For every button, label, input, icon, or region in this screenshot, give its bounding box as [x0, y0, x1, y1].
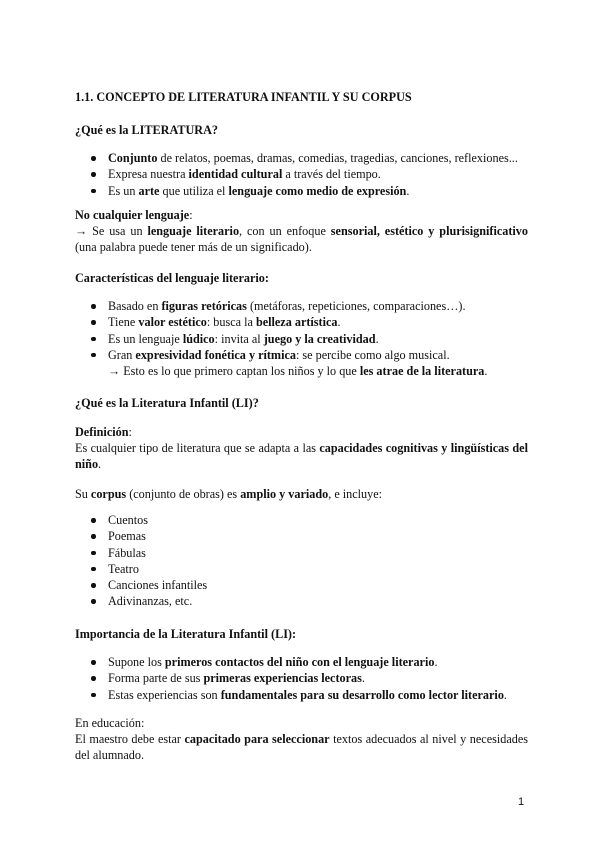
text-run: , con un enfoque [239, 224, 331, 238]
no-cualquier-text [75, 223, 528, 256]
no-cualquier-label [75, 207, 528, 223]
text-run: (una palabra puede tener más de un significado). [75, 240, 312, 255]
text-run: a través del tiempo. [282, 167, 381, 182]
text-run: Su [75, 487, 91, 501]
text-run: . [484, 364, 488, 379]
text-run: : [128, 425, 132, 439]
text-run: Tiene [108, 315, 139, 330]
heading-caracteristicas: Características del lenguaje literario: [75, 271, 269, 285]
list-item [75, 298, 528, 314]
text-run: Basado en [108, 299, 162, 313]
bold-text: sensorial, estético y plurisignificativo [330, 224, 528, 238]
heading-importancia: Importancia de la Literatura Infantil (LI): [75, 627, 297, 641]
list-item [75, 166, 528, 182]
text-run: . [434, 655, 438, 669]
bold-text: lúdico [182, 331, 215, 346]
list-item-continuation [75, 363, 528, 379]
bold-text: primeras experiencias lectoras [203, 671, 362, 686]
bold-text: Definición [75, 425, 129, 439]
list-item: Cuentos [75, 512, 528, 528]
text-run: que utiliza el [159, 183, 229, 198]
text-run: . [337, 315, 341, 330]
text-run: : invita al [214, 331, 264, 346]
bold-text: Conjunto [108, 151, 158, 165]
text-run: El maestro debe estar [75, 732, 185, 746]
bold-text: lenguaje como medio de expresión [228, 183, 407, 198]
importancia-list [75, 654, 528, 703]
list-item [75, 670, 528, 686]
text-run: de relatos, poemas, dramas, comedias, tragedias, canciones, reflexiones... [157, 151, 518, 165]
text-run: Es cualquier tipo de literatura que se adapta a las [75, 441, 320, 455]
text-run: textos adecuados al nivel y necesidades del alumnado. [75, 732, 528, 763]
list-item: Poemas [75, 528, 528, 544]
text-run: : busca la [206, 315, 256, 330]
text-run: , e incluye: [328, 487, 383, 501]
bold-text: primeros contactos del niño con el lenguaje literario [164, 655, 435, 669]
corpus-list [75, 512, 528, 610]
text-run: Expresa nuestra [108, 167, 189, 182]
list-item: Canciones infantiles [75, 577, 528, 593]
text-run: : se percibe como algo musical. [295, 347, 450, 362]
literatura-list [75, 150, 528, 199]
section-title: 1.1. CONCEPTO DE LITERATURA INFANTIL Y SU CORPUS [75, 90, 412, 104]
list-item [75, 331, 528, 347]
list-item: Teatro [75, 561, 528, 577]
list-item [75, 314, 528, 330]
educacion-text [75, 731, 528, 764]
bold-text: expresividad fonética y rítmica [135, 347, 296, 362]
text-run: . [361, 671, 365, 686]
bold-text: lenguaje literario [147, 224, 240, 238]
bold-text: juego y la creatividad [263, 331, 376, 346]
text-run: : [189, 208, 193, 222]
text-run: Gran [108, 347, 136, 362]
page-number: 1 [518, 796, 525, 808]
text-run: . [406, 183, 410, 198]
list-item [75, 687, 528, 703]
text-run: . [503, 687, 507, 702]
bold-text: figuras retóricas [161, 299, 247, 313]
definicion-text [75, 440, 528, 473]
definicion-label [75, 424, 528, 440]
caracteristicas-list [75, 298, 528, 379]
list-item: Fábulas [75, 545, 528, 561]
bold-text: fundamentales para su desarrollo como lector literario [220, 687, 504, 702]
heading-que-es-li: ¿Qué es la Literatura Infantil (LI)? [75, 396, 259, 410]
text-run: → Esto es lo que primero captan los niños y lo que [108, 364, 360, 379]
corpus-text [75, 486, 528, 502]
text-run: Supone los [108, 655, 165, 669]
list-item: Adivinanzas, etc. [75, 593, 528, 609]
text-run: → Se usa un [75, 224, 148, 238]
text-run: (conjunto de obras) es [126, 487, 241, 501]
text-run: Es un [108, 183, 139, 198]
bold-text: corpus [90, 487, 127, 501]
heading-que-es-literatura: ¿Qué es la LITERATURA? [75, 123, 218, 137]
bold-text: belleza artística [255, 315, 338, 330]
bold-text: capacidades cognitivas y lingüísticas del niño [75, 441, 528, 472]
bold-text: amplio y variado [240, 487, 329, 501]
text-run: Estas experiencias son [108, 687, 221, 702]
text-run: Es un lenguaje [108, 331, 183, 346]
bold-text: les atrae de la literatura [359, 364, 485, 379]
bold-text: No cualquier lenguaje [75, 208, 190, 222]
text-run: . [375, 331, 379, 346]
list-item [75, 183, 528, 199]
educacion-label: En educación: [75, 716, 145, 730]
bold-text: arte [138, 183, 160, 198]
bold-text: capacitado para seleccionar [184, 732, 330, 746]
bold-text: valor estético [138, 315, 207, 330]
text-run: (metáforas, repeticiones, comparaciones…). [246, 299, 466, 313]
list-item [75, 150, 528, 166]
text-run: . [98, 457, 102, 472]
text-run: Forma parte de sus [108, 671, 204, 686]
list-item [75, 654, 528, 670]
bold-text: identidad cultural [188, 167, 283, 182]
list-item [75, 347, 528, 363]
